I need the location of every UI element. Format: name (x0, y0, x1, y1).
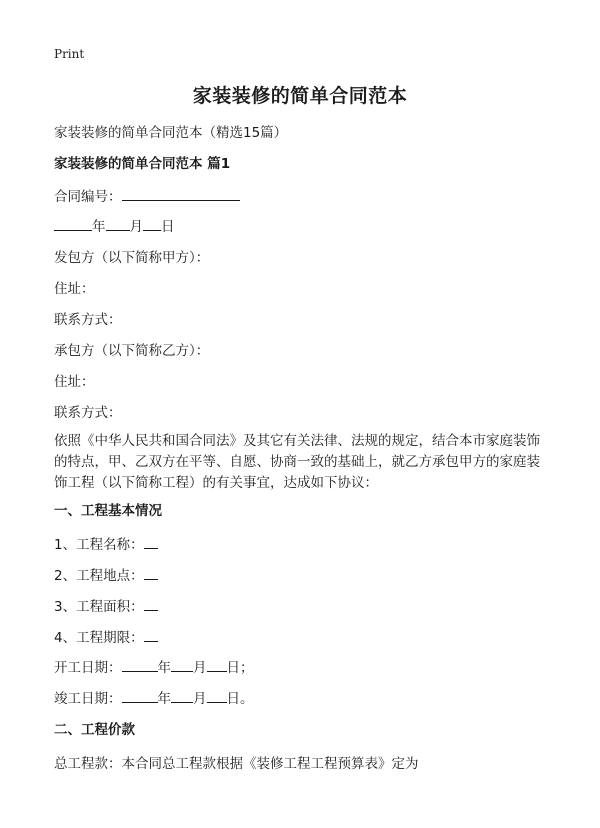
end-year-label: 年 (157, 691, 171, 707)
item-project-duration-blank (144, 627, 158, 642)
end-date-line (54, 687, 254, 707)
item-project-name-label: 1、工程名称： (54, 537, 144, 553)
item-project-duration-label: 4、工程期限： (54, 630, 144, 646)
document-subtitle: 家装装修的简单合同范本（精选15篇） (54, 125, 288, 141)
item-project-name-blank (144, 534, 158, 549)
day-label: 日 (161, 219, 175, 235)
day-blank (143, 216, 161, 231)
start-year-label: 年 (157, 660, 171, 676)
item-project-location (54, 564, 158, 584)
start-month-label: 月 (193, 660, 207, 676)
item-project-area (54, 595, 158, 615)
contract-number-line (54, 185, 240, 205)
end-day-blank (207, 688, 227, 703)
start-month-blank (171, 657, 193, 672)
item-project-name (54, 533, 158, 553)
heading-project-price: 二、工程价款 (54, 722, 135, 738)
end-month-label: 月 (193, 691, 207, 707)
end-date-label: 竣工日期： (54, 691, 122, 707)
end-month-blank (171, 688, 193, 703)
end-year-blank (122, 688, 158, 703)
year-label: 年 (92, 219, 106, 235)
start-year-blank (122, 657, 158, 672)
start-day-label: 日； (226, 660, 254, 676)
print-label: Print (54, 47, 85, 61)
date-line (54, 215, 175, 235)
party-a-label: 发包方（以下简称甲方）： (54, 250, 210, 266)
contact-b-label: 联系方式： (54, 405, 122, 421)
address-b-label: 住址： (54, 374, 95, 390)
contract-number-blank (122, 186, 240, 201)
address-a-label: 住址： (54, 281, 95, 297)
start-date-line (54, 656, 254, 676)
item-project-area-blank (144, 596, 158, 611)
heading-basic-info: 一、工程基本情况 (54, 503, 162, 519)
start-day-blank (207, 657, 227, 672)
total-price-line: 总工程款：本合同总工程款根据《装修工程工程预算表》定为 (54, 756, 419, 772)
intro-paragraph: 依照《中华人民共和国合同法》及其它有关法律、法规的规定，结合本市家庭装饰的特点，甲、乙双方在平等、自愿、协商一致的基础上，就乙方承包甲方的家庭装饰工程（以下简称工程）的有关事宜，达成如下协议： (54, 433, 540, 491)
item-project-location-blank (144, 565, 158, 580)
contact-a-label: 联系方式： (54, 312, 122, 328)
section-title: 家装装修的简单合同范本 篇1 (54, 156, 231, 172)
document-title: 家装装修的简单合同范本 (192, 85, 408, 107)
item-project-duration (54, 626, 158, 646)
start-date-label: 开工日期： (54, 660, 122, 676)
party-b-label: 承包方（以下简称乙方）： (54, 343, 210, 359)
contract-number-label: 合同编号： (54, 189, 122, 205)
month-label: 月 (129, 219, 143, 235)
year-blank (54, 216, 92, 231)
end-day-label: 日。 (226, 691, 254, 707)
item-project-area-label: 3、工程面积： (54, 599, 144, 615)
item-project-location-label: 2、工程地点： (54, 568, 144, 584)
month-blank (106, 216, 130, 231)
